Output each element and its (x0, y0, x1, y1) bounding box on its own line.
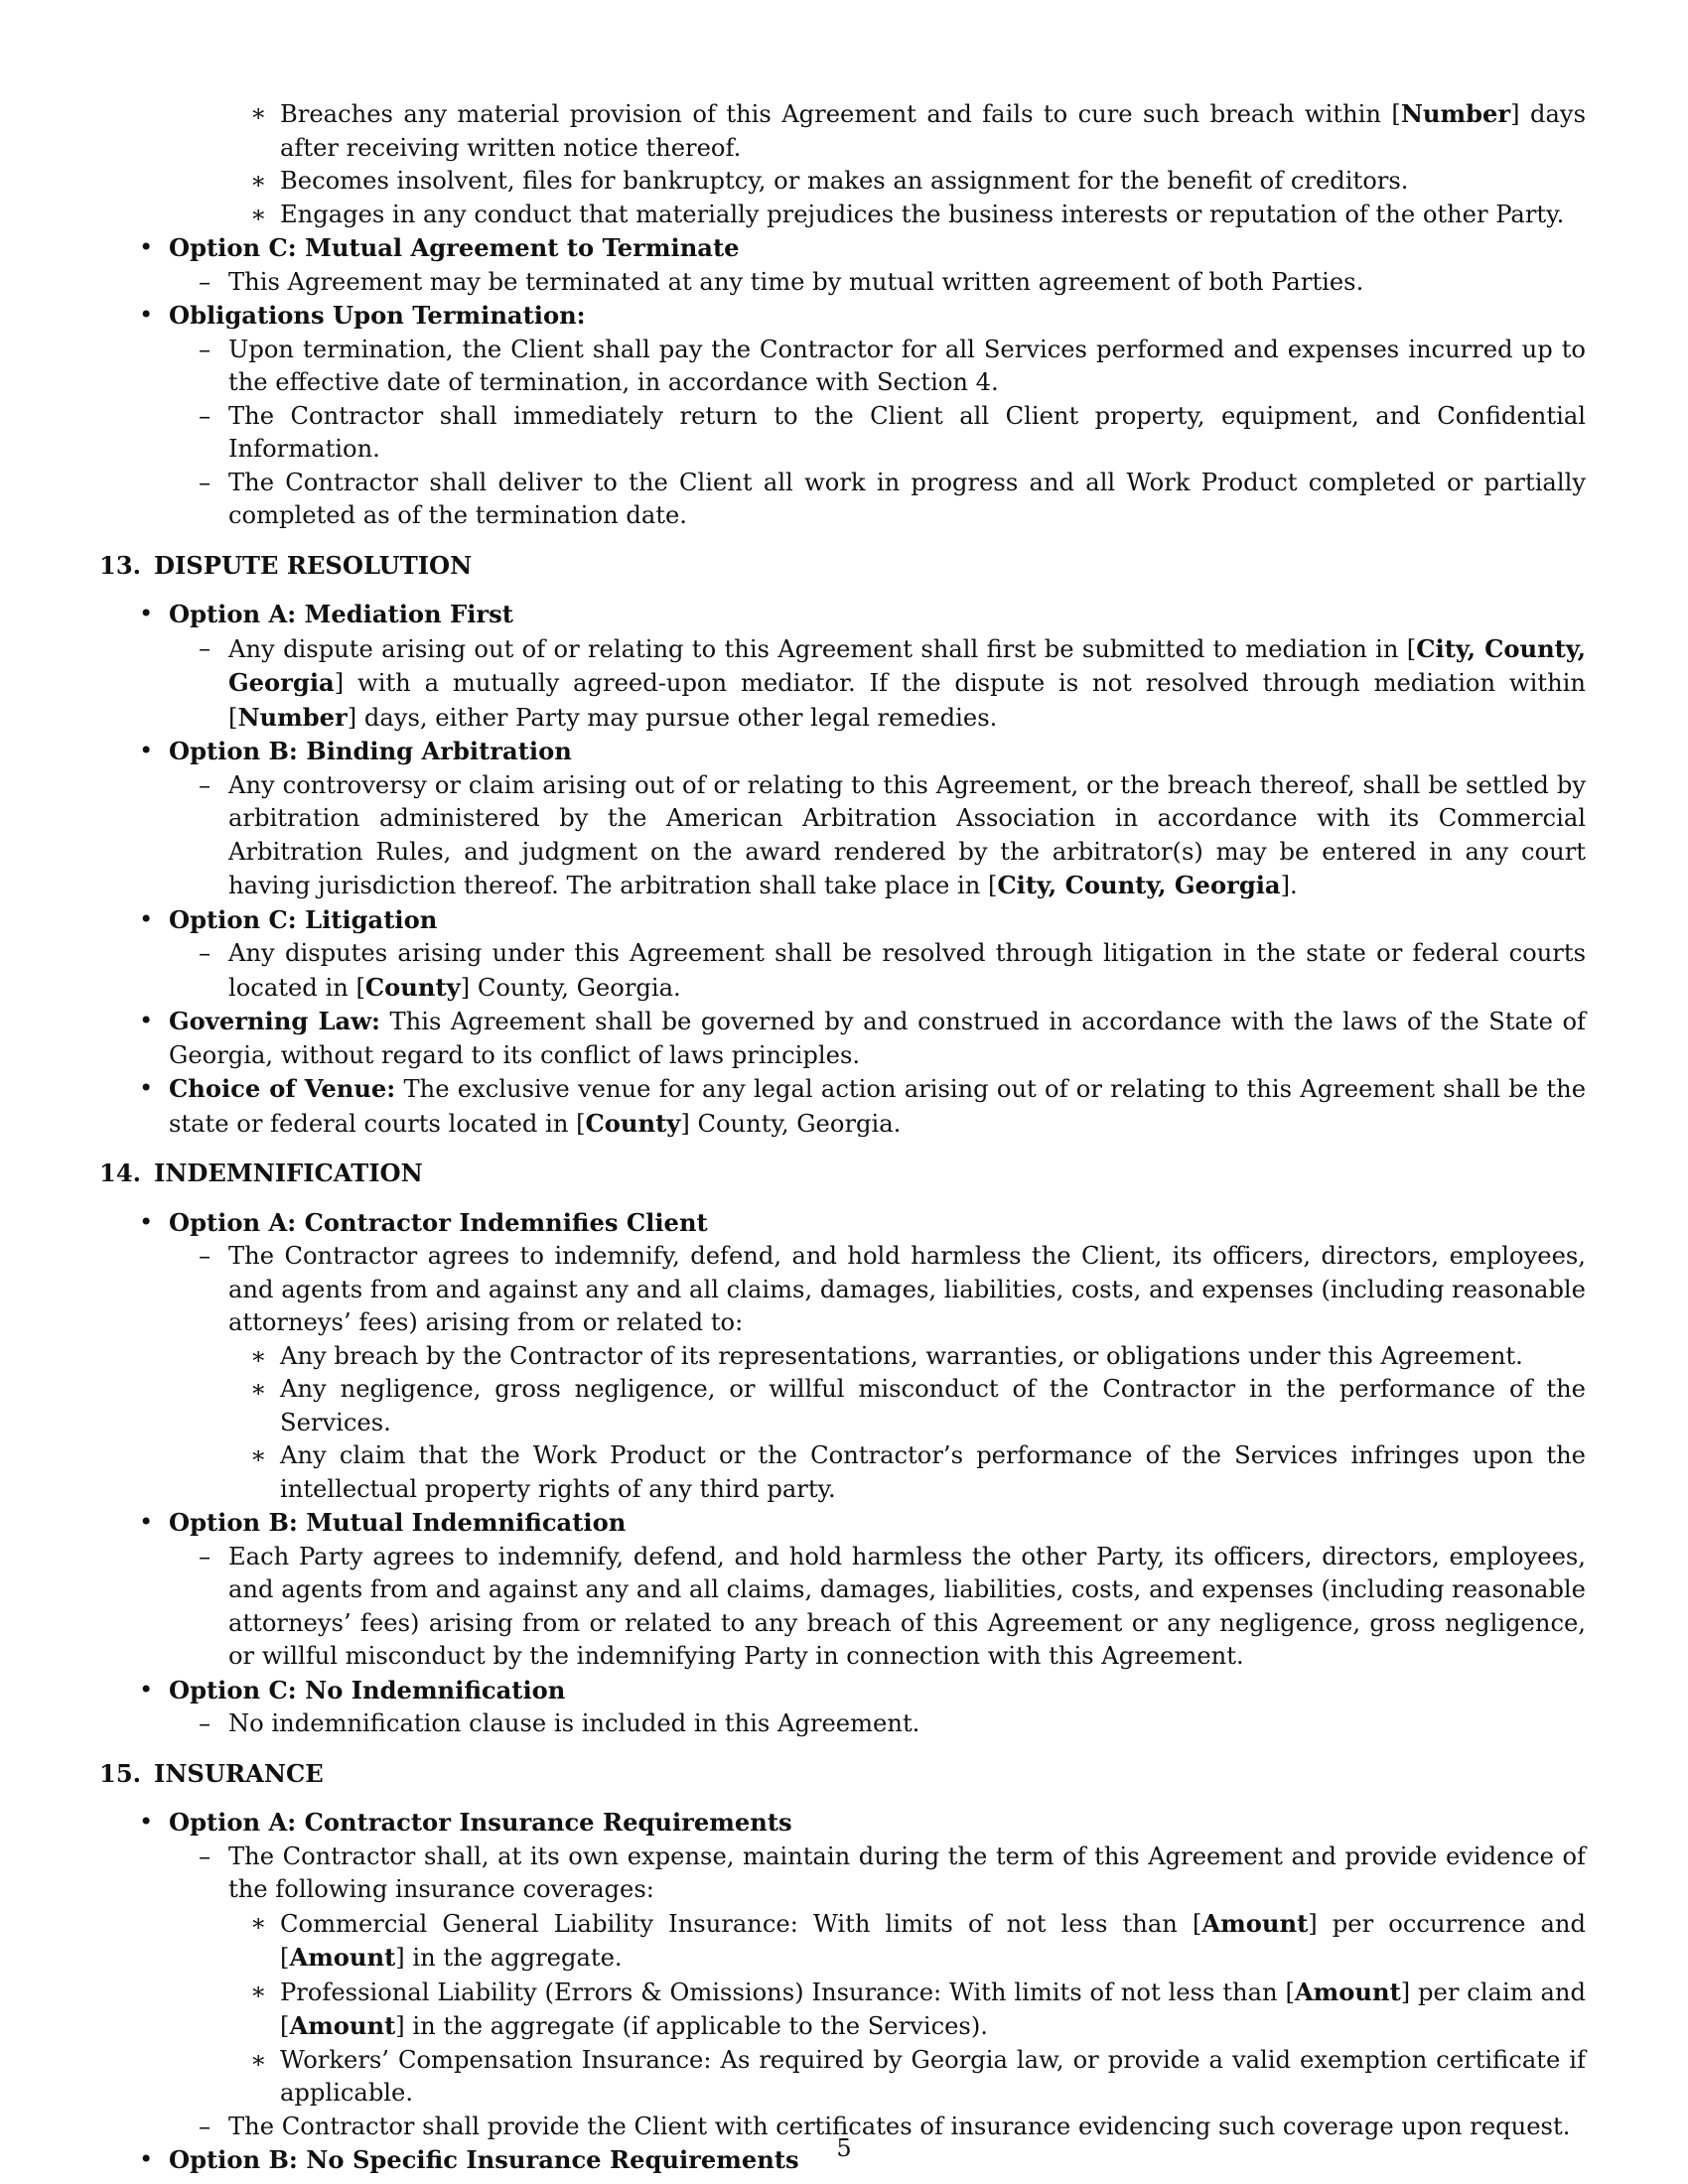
list-item (99, 1005, 1586, 1072)
item-text: ] County, Georgia. (680, 1109, 902, 1138)
bullet-marker: ∗ (250, 167, 267, 195)
list-item (99, 1907, 1586, 1976)
bullet-marker: ∗ (250, 99, 267, 127)
bold-text: Obligations Upon Termination: (169, 301, 586, 330)
bullet-marker: • (139, 1675, 154, 1704)
list-item (99, 1541, 1586, 1674)
list-item (99, 1373, 1586, 1439)
list-item (99, 97, 1586, 165)
bullet-marker: • (139, 904, 154, 933)
bullet-marker: ∗ (250, 200, 267, 228)
item-text: Engages in any conduct that materially prejudices the business interests or reputation of the other Party. (280, 200, 1565, 228)
bullet-marker: • (139, 737, 154, 764)
list-item (99, 632, 1586, 736)
bold-text: Option A: Mediation First (169, 600, 513, 628)
bullet-marker: • (139, 1508, 154, 1536)
item-text: No indemnification clause is included in this Agreement. (228, 1709, 920, 1737)
item-text: Becomes insolvent, files for bankruptcy, or makes an assignment for the benefit of creditors. (280, 167, 1409, 195)
bullet-marker: ∗ (250, 1441, 267, 1469)
section-heading (99, 549, 1586, 583)
section-number: 15. (99, 1758, 142, 1788)
bullet-marker: • (139, 1007, 154, 1034)
item-text: Professional Liability (Errors & Omissions) Insurance: With limits of not less than [ (280, 1978, 1295, 2006)
list-item (99, 1674, 1586, 1708)
item-text: ] per claim and [ (280, 1978, 1586, 2040)
bullet-marker: • (139, 233, 154, 261)
list-item (99, 334, 1586, 400)
item-text: ]. (1280, 872, 1298, 899)
list-item (99, 299, 1586, 334)
bullet-marker: – (199, 2112, 211, 2140)
list-item (99, 735, 1586, 769)
list-item (99, 1806, 1586, 1841)
bullet-marker: • (139, 1207, 154, 1236)
item-text: The Contractor shall provide the Client with certificates of insurance evidencing such coverage upon request. (228, 2112, 1571, 2140)
item-text: ] in the aggregate. (395, 1944, 623, 1972)
item-text: Any disputes arising under this Agreement shall be resolved through litigation in the state or federal courts located in [ (228, 939, 1586, 1002)
section-heading (99, 1757, 1586, 1791)
section-title: DISPUTE RESOLUTION (154, 550, 473, 580)
item-text: The Contractor shall deliver to the Client all work in progress and all Work Product completed or partially completed as of the termination date. (228, 468, 1586, 529)
item-text: Commercial General Liability Insurance: With limits of not less than [ (280, 1909, 1202, 1938)
bullet-marker: ∗ (250, 1908, 267, 1937)
bullet-marker: • (139, 2145, 154, 2173)
bold-text: Choice of Venue: (169, 1074, 396, 1103)
item-text: The Contractor shall, at its own expense, maintain during the term of this Agreement and provide evidence of the following insurance coverages: (228, 1842, 1586, 1903)
item-text: ] County, Georgia. (460, 973, 681, 1002)
bullet-marker: • (139, 301, 154, 329)
section-title: INDEMNIFICATION (154, 1159, 423, 1187)
bold-text: Number (237, 702, 348, 732)
bold-text: Governing Law: (169, 1007, 380, 1035)
item-text: This Agreement shall be governed by and construed in accordance with the laws of the State of Georgia, without regard to its conflict of laws principles. (169, 1008, 1586, 1069)
list-item (99, 903, 1586, 938)
bullet-marker: ∗ (250, 2045, 267, 2074)
list-item (99, 165, 1586, 199)
item-text: Breaches any material provision of this Agreement and fails to cure such breach within [ (280, 100, 1401, 128)
bullet-marker: • (139, 1808, 154, 1836)
bullet-marker: – (199, 1709, 211, 1737)
bullet-marker: – (199, 468, 211, 496)
item-text: ] with a mutually agreed-upon mediator. If the dispute is not resolved through mediation within [ (228, 669, 1586, 732)
bullet-marker: • (139, 600, 154, 627)
bullet-marker: – (199, 1242, 211, 1270)
list-item (99, 199, 1586, 232)
item-text: Workers’ Compensation Insurance: As required by Georgia law, or provide a valid exemption certificate if applicable. (280, 2045, 1586, 2107)
list-item (99, 467, 1586, 533)
item-text: The Contractor agrees to indemnify, defend, and hold harmless the Client, its officers, directors, employees, and agents from and against any and all claims, damages, liabilities, costs, and expenses (including reasonable attorneys’ fees) arising from or related to: (228, 1242, 1586, 1336)
item-text: The exclusive venue for any legal action arising out of or relating to this Agreement shall be the state or federal courts located in [ (169, 1075, 1587, 1138)
item-text: ] in the aggregate (if applicable to the Services). (395, 2012, 988, 2040)
bold-text: Amount (1201, 1908, 1309, 1938)
item-text: Any dispute arising out of or relating to this Agreement shall first be submitted to mediation in [ (228, 634, 1417, 663)
bold-text: City, County, Georgia (997, 871, 1281, 899)
item-text: Any claim that the Work Product or the Contractor’s performance of the Services infringes upon the intellectual property rights of any third party. (280, 1441, 1586, 1503)
list-item (99, 1506, 1586, 1541)
item-text: Any controversy or claim arising out of or relating to this Agreement, or the breach thereof, shall be settled by arbitration administered by the American Arbitration Association in accordance with its Commercial Arbitration Rules, and judgment on the award rendered by the arbitrator(s) may be entered in any court having jurisdiction thereof. The arbitration shall take place in [ (228, 770, 1586, 899)
list-item (99, 1072, 1586, 1141)
bullet-marker: • (139, 1074, 154, 1102)
bold-text: Option C: No Indemnification (169, 1675, 566, 1705)
list-item (99, 1206, 1586, 1241)
bold-text: Option C: Litigation (169, 904, 438, 934)
list-item (99, 937, 1586, 1005)
list-item (99, 1976, 1586, 2044)
bullet-marker: ∗ (250, 1375, 267, 1403)
bold-text: Option B: Binding Arbitration (169, 737, 572, 765)
page-number: 5 (836, 2134, 852, 2162)
bullet-marker: ∗ (250, 1341, 267, 1370)
bullet-marker: – (199, 633, 211, 662)
item-text: The Contractor shall immediately return to the Client all Client property, equipment, and Confidential Information. (228, 401, 1586, 463)
section-number: 13. (99, 550, 142, 580)
item-text: ] days, either Party may pursue other legal remedies. (347, 703, 998, 732)
list-item (99, 400, 1586, 467)
item-text: Any negligence, gross negligence, or willful misconduct of the Contractor in the performance of the Services. (280, 1375, 1586, 1436)
bold-text: County (364, 972, 461, 1002)
bullet-marker: ∗ (250, 1977, 267, 2005)
item-text: Any breach by the Contractor of its representations, warranties, or obligations under this Agreement. (280, 1341, 1523, 1370)
bold-text: Option B: Mutual Indemnification (169, 1508, 627, 1537)
list-item (99, 769, 1586, 903)
bullet-marker: – (199, 401, 211, 430)
document-body (99, 97, 1586, 2178)
bullet-marker: – (199, 335, 211, 363)
section-number: 14. (99, 1159, 142, 1187)
bold-text: Amount (289, 1943, 396, 1972)
bold-text: Number (1400, 99, 1511, 128)
bullet-marker: – (199, 770, 211, 799)
list-item (99, 1240, 1586, 1340)
bullet-marker: – (199, 1842, 211, 1870)
list-item (99, 1707, 1586, 1741)
bold-text: Option A: Contractor Insurance Requirements (169, 1808, 792, 1837)
list-item (99, 1340, 1586, 1374)
bullet-marker: – (199, 267, 211, 296)
bold-text: County (585, 1108, 681, 1138)
item-text: Upon termination, the Client shall pay the Contractor for all Services performed and expenses incurred up to the effective date of termination, in accordance with Section 4. (228, 335, 1586, 396)
item-text: ] per occurrence and [ (280, 1909, 1586, 1972)
bold-text: Option A: Contractor Indemnifies Client (169, 1207, 708, 1237)
bullet-marker: – (199, 1542, 211, 1570)
item-text: Each Party agrees to indemnify, defend, and hold harmless the other Party, its officers, directors, employees, and agents from and against any and all claims, damages, liabilities, costs, and expenses (including reasonable attorneys’ fees) arising from or related to any breach of this Agreement or any negligence, gross negligence, or willful misconduct by the indemnifying Party in connection with this Agreement. (228, 1542, 1586, 1670)
bold-text: Amount (289, 2011, 396, 2040)
bold-text: City, County, Georgia (228, 633, 1586, 697)
bold-text: Option B: No Specific Insurance Requirements (169, 2145, 799, 2174)
bold-text: Option C: Mutual Agreement to Terminate (169, 233, 740, 262)
bold-text: Amount (1294, 1977, 1401, 2006)
section-heading (99, 1157, 1586, 1190)
item-text: ] days after receiving written notice thereof. (280, 100, 1586, 162)
list-item (99, 1841, 1586, 1907)
bullet-marker: – (199, 939, 211, 967)
list-item (99, 598, 1586, 632)
section-title: INSURANCE (154, 1758, 324, 1788)
list-item (99, 1439, 1586, 1506)
item-text: This Agreement may be terminated at any time by mutual written agreement of both Parties. (228, 267, 1364, 296)
list-item (99, 2044, 1586, 2111)
list-item (99, 266, 1586, 300)
list-item (99, 231, 1586, 266)
